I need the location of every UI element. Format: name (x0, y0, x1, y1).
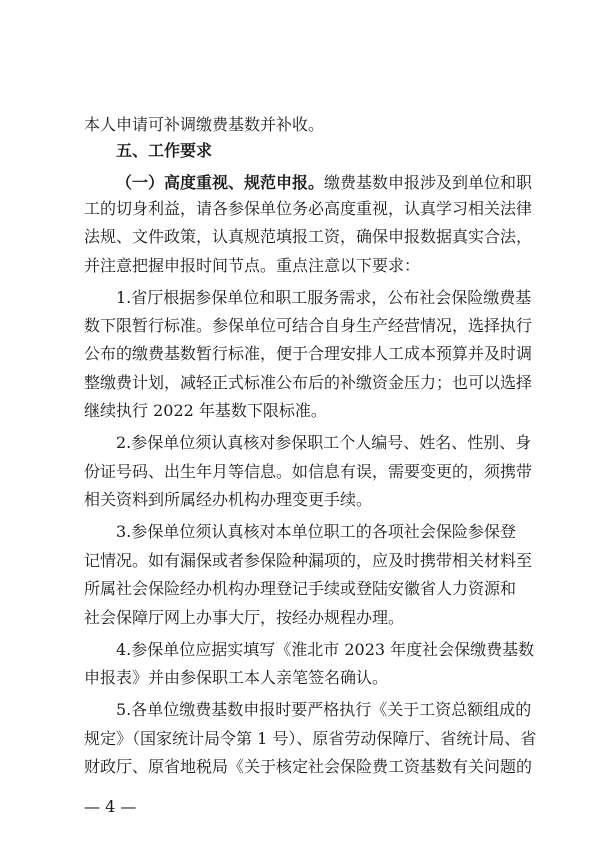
paragraph-line: 4.参保单位应据实填写《淮北市 2023 年度社会保缴费基数 (116, 639, 535, 659)
paragraph-line: 记情况。如有漏保或者参保险种漏项的，应及时携带相关材料至 (84, 550, 533, 570)
subsection-title: 高度重视、规范申报。 (164, 172, 325, 192)
paragraph-line: 工的切身利益，请各参保单位务必高度重视，认真学习相关法律 (84, 198, 533, 218)
paragraph-line: 3.参保单位须认真核对本单位职工的各项社会保险参保登 (116, 522, 516, 542)
paragraph-line: 本人申请可补调缴费基数并补收。 (84, 115, 325, 134)
paragraph-line: 1.省厅根据参保单位和职工服务需求，公布社会保险缴费基 (116, 287, 532, 307)
paragraph-line: 相关资料到所属经办机构办理变更手续。 (84, 490, 373, 510)
paragraph-line: 申报表》并由参保职工本人亲笔签名确认。 (84, 668, 389, 688)
paragraph-line: 社会保障厅网上办事大厅，按经办规程办理。 (84, 607, 405, 627)
paragraph-line: 所属社会保险经办机构办理登记手续或登陆安徽省人力资源和 (84, 579, 517, 599)
paragraph-line: 2.参保单位须认真核对参保职工个人编号、姓名、性别、身 (116, 433, 532, 453)
paragraph-line: 份证号码、出生年月等信息。如信息有误，需要变更的，须携带 (84, 461, 533, 481)
paragraph-line: 法规、文件政策，认真规范填报工资，确保申报数据真实合法， (84, 227, 533, 247)
paragraph-line: 整缴费计划，减轻正式标准公布后的补缴资金压力；也可以选择 (84, 372, 533, 392)
paragraph-line: 继续执行 2022 年基数下限标准。 (84, 401, 327, 421)
paragraph-line: 并注意把握申报时间节点。重点注意以下要求： (84, 255, 421, 275)
page-number: — 4 — (84, 797, 137, 816)
paragraph-line: 公布的缴费基数暂行标准，便于合理安排人工成本预算并及时调 (84, 344, 533, 364)
subsection-heading-line (116, 172, 533, 193)
paragraph-line: 规定》（国家统计局令第 1 号）、原省劳动保障厅、省统计局、省 (84, 728, 537, 748)
paragraph-line: 数下限暂行标准。参保单位可结合自身生产经营情况，选择执行 (84, 316, 533, 336)
paragraph-text: 缴费基数申报涉及到单位和职 (324, 172, 533, 192)
section-heading: 五、工作要求 (116, 140, 213, 160)
subsection-number: （一） (116, 172, 165, 192)
paragraph-line: 财政厅、原省地税局《关于核定社会保险费工资基数有关问题的 (84, 757, 533, 777)
paragraph-line: 5.各单位缴费基数申报时要严格执行《关于工资总额组成的 (116, 700, 532, 720)
